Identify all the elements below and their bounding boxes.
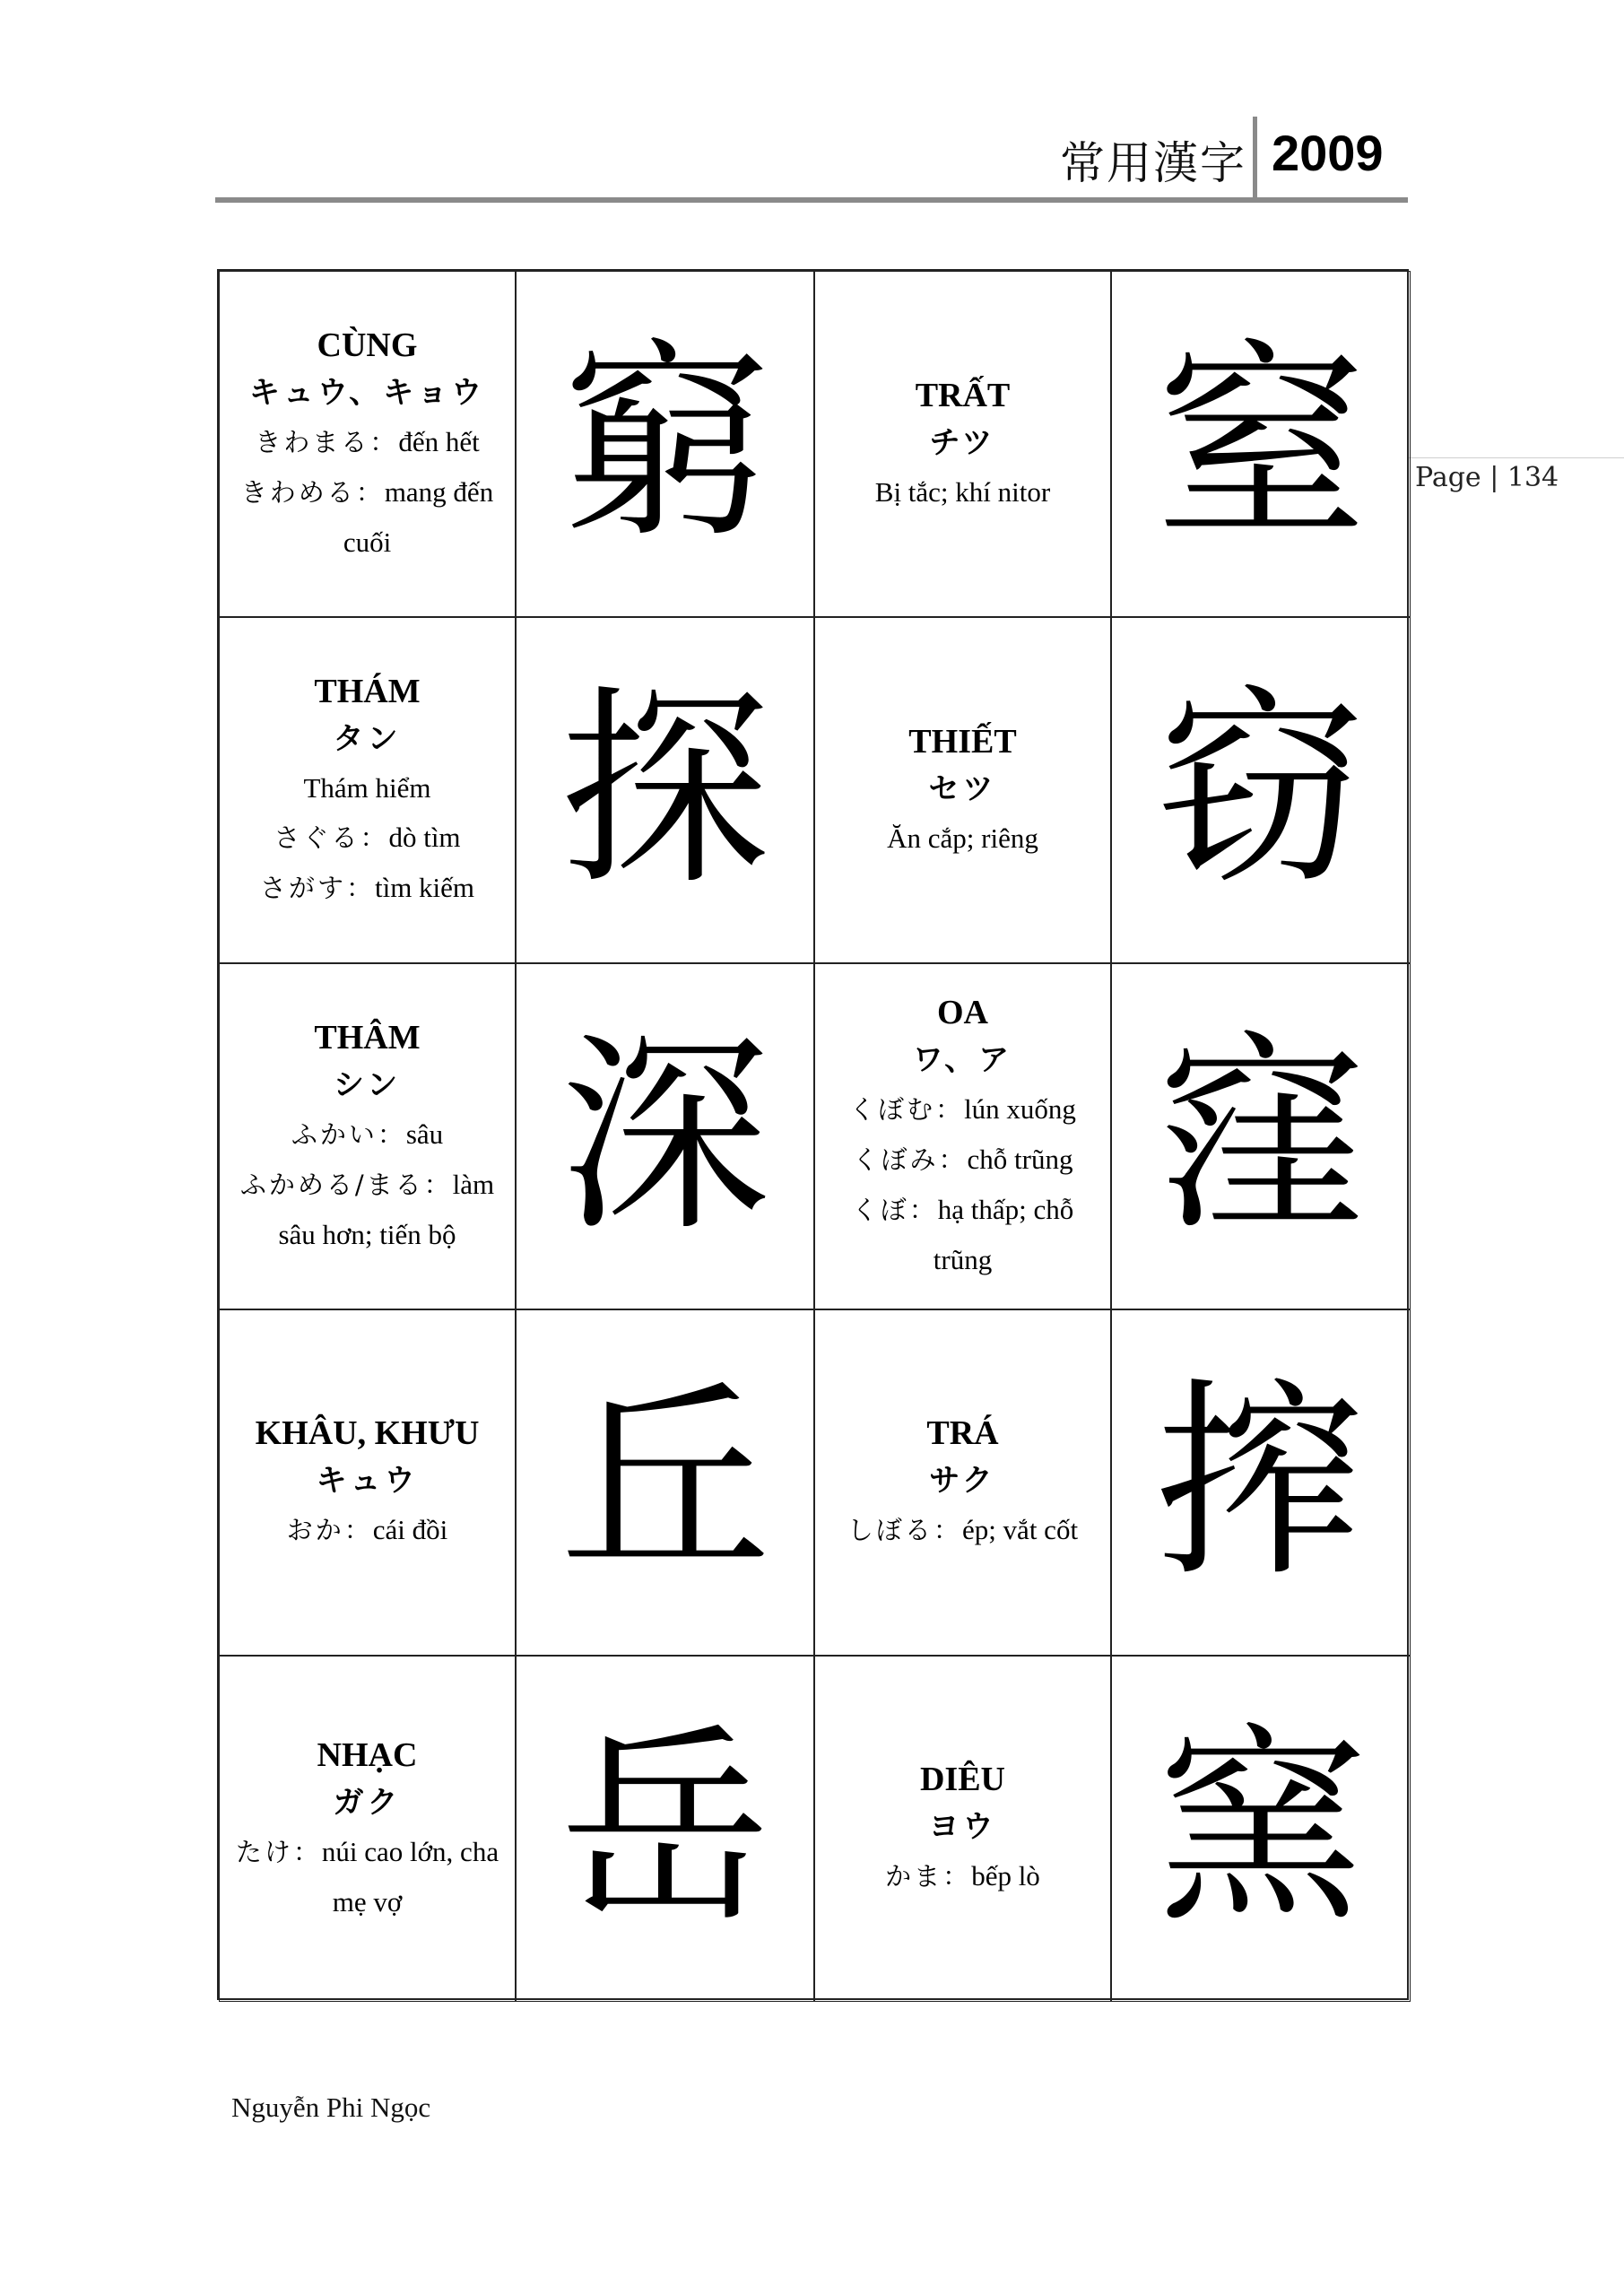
entry-info <box>814 1309 1111 1656</box>
meaning-line <box>255 417 479 467</box>
sino-vietnamese-reading: NHẠC <box>317 1735 418 1774</box>
entry-info <box>814 963 1111 1309</box>
meaning-text: dò tìm <box>388 821 461 853</box>
entry-info <box>814 1656 1111 2002</box>
sino-vietnamese-reading: DIÊU <box>919 1761 1006 1798</box>
page-number: Page | 134 <box>1415 462 1559 493</box>
sino-vietnamese-reading: TRÁ <box>926 1414 999 1452</box>
meaning-text: tìm kiếm <box>374 871 475 903</box>
onyomi-reading: チツ <box>929 424 996 461</box>
kunyomi: くぼむ： <box>849 1093 965 1125</box>
footer-author: Nguyễn Phi Ngọc <box>231 2092 431 2123</box>
onyomi-reading: キュウ、キョウ <box>248 374 486 411</box>
kunyomi: きわまる： <box>255 426 399 457</box>
onyomi-reading: シン <box>333 1066 402 1103</box>
meaning-line <box>875 467 1050 517</box>
onyomi-reading: ワ、ア <box>912 1041 1013 1078</box>
onyomi-reading: サク <box>929 1463 996 1499</box>
meaning-line <box>232 1827 502 1926</box>
meaning-text: đến hết <box>398 425 480 457</box>
meaning-text: mang đến cuối <box>343 475 494 558</box>
meaning-text: núi cao lớn, cha mẹ vợ <box>321 1835 499 1918</box>
sino-vietnamese-reading: TRẤT <box>915 376 1011 414</box>
meaning-text: lún xuống <box>964 1092 1076 1125</box>
page-header <box>215 117 1408 203</box>
kanji-character: 窃 <box>1111 617 1411 963</box>
sino-vietnamese-reading: THÂM <box>314 1018 421 1057</box>
entry-info <box>219 1309 516 1656</box>
kunyomi: ふかい： <box>291 1118 406 1150</box>
meaning-line <box>828 1185 1098 1284</box>
kunyomi: くぼみ： <box>852 1144 968 1175</box>
meaning-line <box>260 863 474 913</box>
sino-vietnamese-reading: THÁM <box>314 672 421 710</box>
onyomi-reading: ガク <box>333 1784 402 1821</box>
sino-vietnamese-reading: CÙNG <box>317 326 418 364</box>
meaning-text: cái đồi <box>372 1514 448 1545</box>
entry-info <box>219 963 516 1309</box>
kunyomi: たけ： <box>235 1836 322 1867</box>
kanji-character: 岳 <box>516 1656 814 2002</box>
meaning-text: ép; vắt cốt <box>961 1514 1079 1545</box>
header-year: 2009 <box>1272 125 1384 181</box>
meaning-line <box>287 1505 448 1555</box>
kanji-character: 窯 <box>1111 1656 1411 2002</box>
page-number-rule <box>1408 457 1624 458</box>
onyomi-reading: タン <box>333 720 402 757</box>
kanji-table <box>217 269 1409 2000</box>
meaning-text: sâu <box>405 1118 444 1150</box>
meaning-line <box>847 1505 1078 1555</box>
meaning-text: hạ thấp; chỗ trũng <box>933 1193 1074 1275</box>
kanji-character: 探 <box>516 617 814 963</box>
kunyomi: さぐる： <box>274 822 389 853</box>
kunyomi: さがす： <box>259 872 375 903</box>
header-separator <box>1253 117 1257 201</box>
meaning-text: Thám hiểm <box>303 771 431 804</box>
meaning-line <box>232 467 502 567</box>
meaning-text: Bị tắc; khí nitor <box>874 475 1051 508</box>
meaning-line <box>887 813 1038 863</box>
entry-info <box>219 617 516 963</box>
sino-vietnamese-reading: OA <box>937 993 988 1031</box>
onyomi-reading: キュウ <box>316 1463 419 1499</box>
kanji-character: 窮 <box>516 271 814 617</box>
meaning-line <box>303 763 430 813</box>
meaning-line <box>291 1109 443 1160</box>
meaning-line <box>232 1160 502 1259</box>
header-title: 常用漢字 <box>1060 137 1246 189</box>
meaning-line <box>885 1851 1040 1901</box>
kunyomi: かま： <box>885 1861 972 1892</box>
meaning-text: bếp lò <box>971 1860 1040 1892</box>
sino-vietnamese-reading: THIẾT <box>908 722 1017 761</box>
kanji-character: 丘 <box>516 1309 814 1656</box>
entry-info <box>219 271 516 617</box>
kunyomi: おか： <box>286 1515 373 1545</box>
entry-info <box>814 617 1111 963</box>
kunyomi: きわめる： <box>240 476 385 508</box>
meaning-text: Ăn cắp; riêng <box>887 822 1038 854</box>
kanji-character: 搾 <box>1111 1309 1411 1656</box>
kanji-character: 窪 <box>1111 963 1411 1309</box>
meaning-line <box>274 813 460 863</box>
kanji-character: 窒 <box>1111 271 1411 617</box>
meaning-text: chỗ trũng <box>967 1143 1073 1175</box>
kunyomi: しぼる： <box>847 1515 962 1545</box>
kunyomi: くぼ： <box>851 1194 938 1225</box>
meaning-line <box>853 1135 1073 1185</box>
onyomi-reading: セツ <box>928 770 997 807</box>
kanji-character: 深 <box>516 963 814 1309</box>
sino-vietnamese-reading: KHÂU, KHƯU <box>255 1414 480 1452</box>
entry-info <box>219 1656 516 2002</box>
kunyomi: ふかめる/まる： <box>239 1169 453 1200</box>
onyomi-reading: ヨウ <box>928 1809 997 1845</box>
header-rule <box>215 197 1408 203</box>
meaning-text: làm sâu hơn; tiến bộ <box>278 1168 495 1250</box>
meaning-line <box>849 1084 1076 1135</box>
entry-info <box>814 271 1111 617</box>
